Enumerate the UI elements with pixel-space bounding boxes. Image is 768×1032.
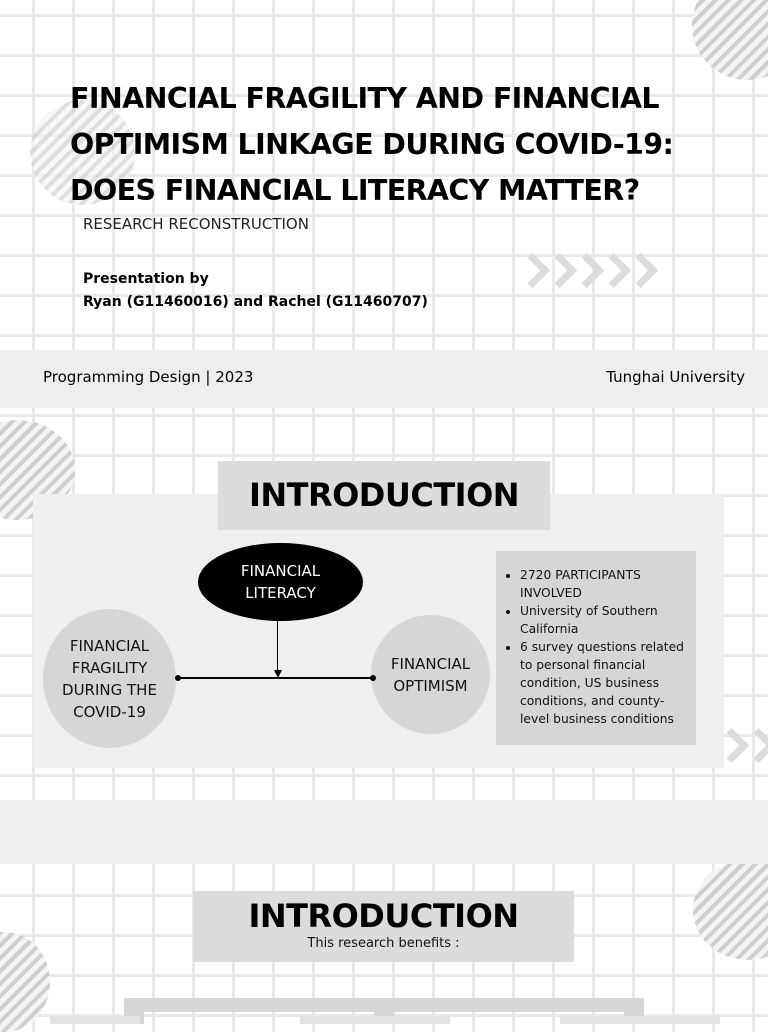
dependent-line: OPTIMISM — [393, 676, 468, 695]
chevrons-decoration — [520, 258, 653, 283]
moderator-line: FINANCIAL — [240, 562, 321, 580]
study-facts-box — [496, 551, 696, 745]
tree-node-box — [300, 1016, 450, 1024]
connector-endpoint — [175, 675, 181, 681]
tree-node-box — [50, 1016, 140, 1024]
page-title: FINANCIAL FRAGILITY AND FINANCIAL OPTIMISM LINKAGE DURING COVID-19: DOES FINANCIAL LITERACY MATTER? — [70, 82, 674, 207]
dependent-variable-circle — [371, 615, 490, 734]
list-item: • 6 survey questions related to personal financial condition, US business conditions, and county-level business conditions — [520, 638, 690, 728]
tree-node-box — [560, 1016, 720, 1024]
course-label: Programming Design | 2023 — [43, 368, 254, 386]
introduction-heading-2 — [193, 891, 574, 962]
university-label: Tunghai University — [606, 368, 745, 386]
list-item: • University of Southern California — [520, 602, 690, 638]
presenter-names: Ryan (G11460016) and Rachel (G11460707) — [83, 294, 428, 310]
dependent-line: FINANCIAL — [390, 654, 471, 673]
hatched-circle-decoration — [0, 932, 50, 1032]
arrowhead-icon — [274, 670, 282, 678]
subtitle: RESEARCH RECONSTRUCTION — [83, 215, 309, 233]
independent-line: DURING THE — [62, 680, 157, 699]
presenter-label: Presentation by — [83, 271, 209, 287]
hatched-circle-decoration — [692, 0, 768, 80]
hatched-circle-decoration — [693, 860, 768, 960]
independent-line: FINANCIAL — [69, 636, 150, 655]
moderator-financial-literacy — [198, 543, 363, 621]
separator-band — [0, 800, 768, 864]
moderator-line: LITERACY — [245, 584, 316, 602]
connector-endpoint — [370, 675, 376, 681]
introduction-subheading: This research benefits : — [307, 936, 460, 951]
introduction-heading: INTRODUCTION — [218, 461, 550, 530]
list-item: • 2720 PARTICIPANTS INVOLVED — [520, 566, 690, 602]
introduction-heading-2-text: INTRODUCTION — [248, 897, 519, 935]
independent-variable-circle — [43, 609, 176, 748]
connector-vertical — [277, 621, 278, 671]
independent-line: COVID-19 — [73, 702, 146, 721]
independent-line: FRAGILITY — [71, 658, 148, 677]
study-facts-list — [502, 566, 690, 728]
